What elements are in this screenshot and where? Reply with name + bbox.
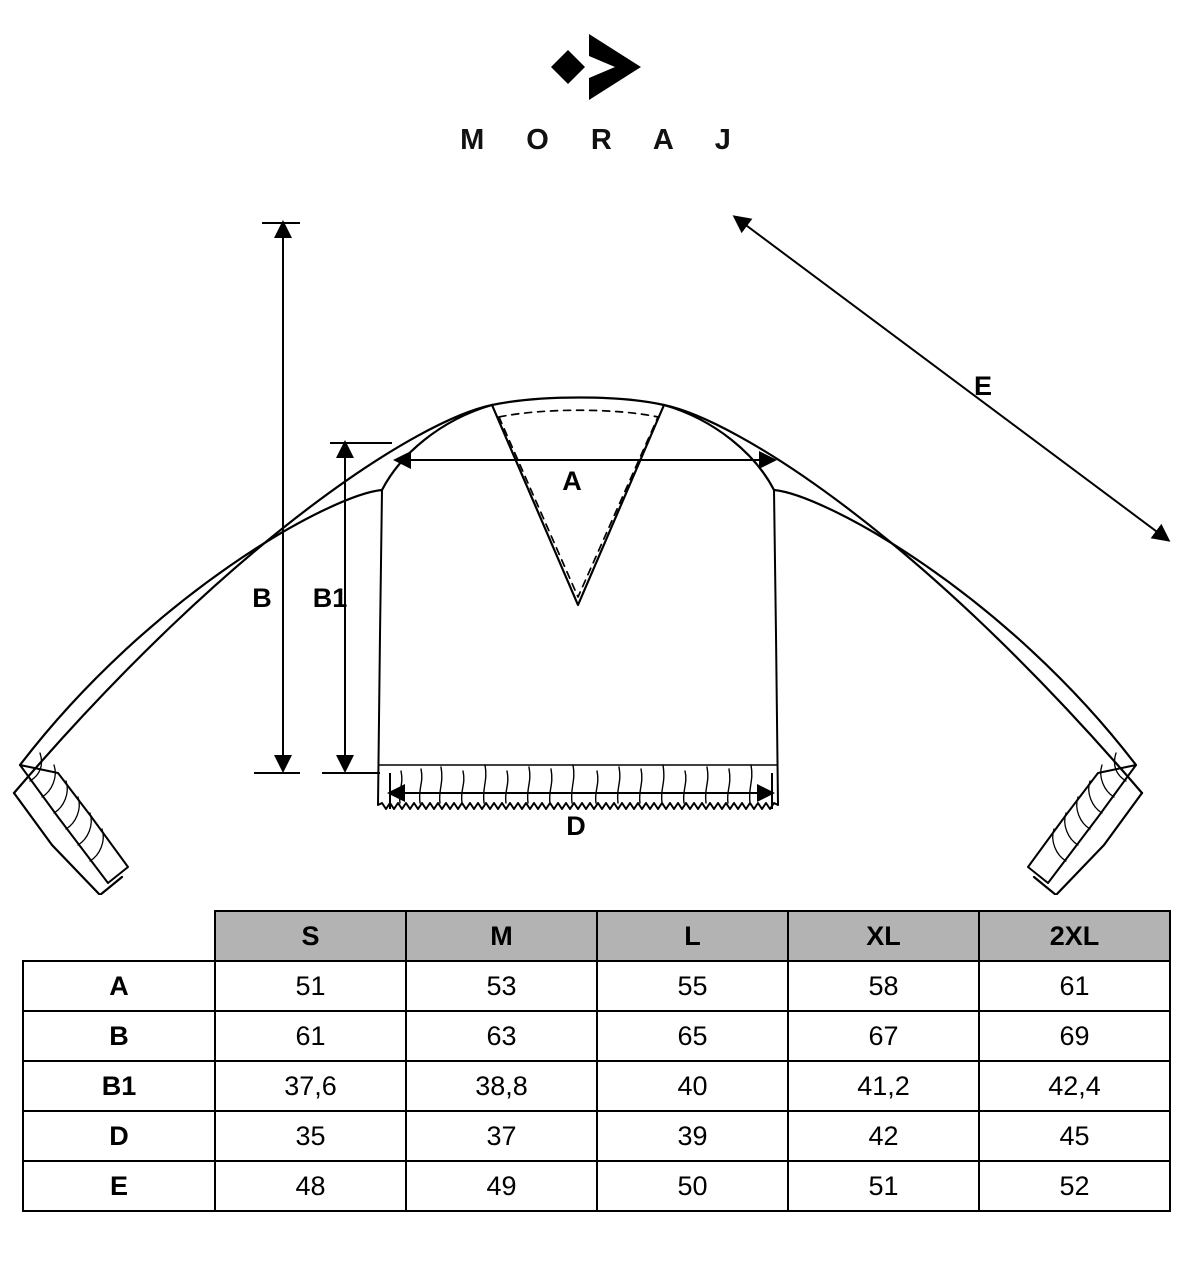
cell-a-l: 55 <box>597 961 788 1011</box>
cell-e-xl: 51 <box>788 1161 979 1211</box>
cell-b1-s: 37,6 <box>215 1061 406 1111</box>
table-row <box>23 961 1170 1011</box>
cell-a-xl: 58 <box>788 961 979 1011</box>
dimension-label-d: D <box>566 811 586 841</box>
cell-b-l: 65 <box>597 1011 788 1061</box>
dimension-line-e <box>735 217 1168 540</box>
cell-e-l: 50 <box>597 1161 788 1211</box>
dimension-label-e: E <box>973 371 993 401</box>
cell-e-m: 49 <box>406 1161 597 1211</box>
size-table <box>22 910 1171 1212</box>
row-header-a: A <box>23 961 215 1011</box>
brand-header <box>0 34 1191 157</box>
dimension-label-b1: B1 <box>312 583 348 613</box>
table-row <box>23 1161 1170 1211</box>
cell-e-2xl: 52 <box>979 1161 1170 1211</box>
dimension-label-a: A <box>562 466 582 496</box>
cell-d-2xl: 45 <box>979 1111 1170 1161</box>
dimension-label-b: B <box>252 583 272 613</box>
cell-b1-2xl: 42,4 <box>979 1061 1170 1111</box>
cell-b1-m: 38,8 <box>406 1061 597 1111</box>
cell-e-s: 48 <box>215 1161 406 1211</box>
cell-d-l: 39 <box>597 1111 788 1161</box>
cell-d-xl: 42 <box>788 1111 979 1161</box>
column-header-s: S <box>215 911 406 961</box>
table-row <box>23 1061 1170 1111</box>
cell-a-m: 53 <box>406 961 597 1011</box>
table-header-row <box>23 911 1170 961</box>
cell-d-s: 35 <box>215 1111 406 1161</box>
cell-a-2xl: 61 <box>979 961 1170 1011</box>
row-header-e: E <box>23 1161 215 1211</box>
brand-name: M O R A J <box>460 124 748 156</box>
table-row <box>23 1011 1170 1061</box>
cell-b-xl: 67 <box>788 1011 979 1061</box>
column-header-2xl: 2XL <box>979 911 1170 961</box>
row-header-d: D <box>23 1111 215 1161</box>
cell-b1-l: 40 <box>597 1061 788 1111</box>
table-corner-cell <box>23 911 215 961</box>
column-header-m: M <box>406 911 597 961</box>
column-header-xl: XL <box>788 911 979 961</box>
cell-a-s: 51 <box>215 961 406 1011</box>
table-row <box>23 1111 1170 1161</box>
column-header-l: L <box>597 911 788 961</box>
cell-b-m: 63 <box>406 1011 597 1061</box>
garment-technical-drawing <box>0 205 1191 895</box>
size-table-wrapper <box>22 910 1169 1212</box>
moraj-chevron-logo-icon <box>551 34 641 100</box>
row-header-b1: B1 <box>23 1061 215 1111</box>
row-header-b: B <box>23 1011 215 1061</box>
cell-b1-xl: 41,2 <box>788 1061 979 1111</box>
cell-b-s: 61 <box>215 1011 406 1061</box>
cell-b-2xl: 69 <box>979 1011 1170 1061</box>
cell-d-m: 37 <box>406 1111 597 1161</box>
